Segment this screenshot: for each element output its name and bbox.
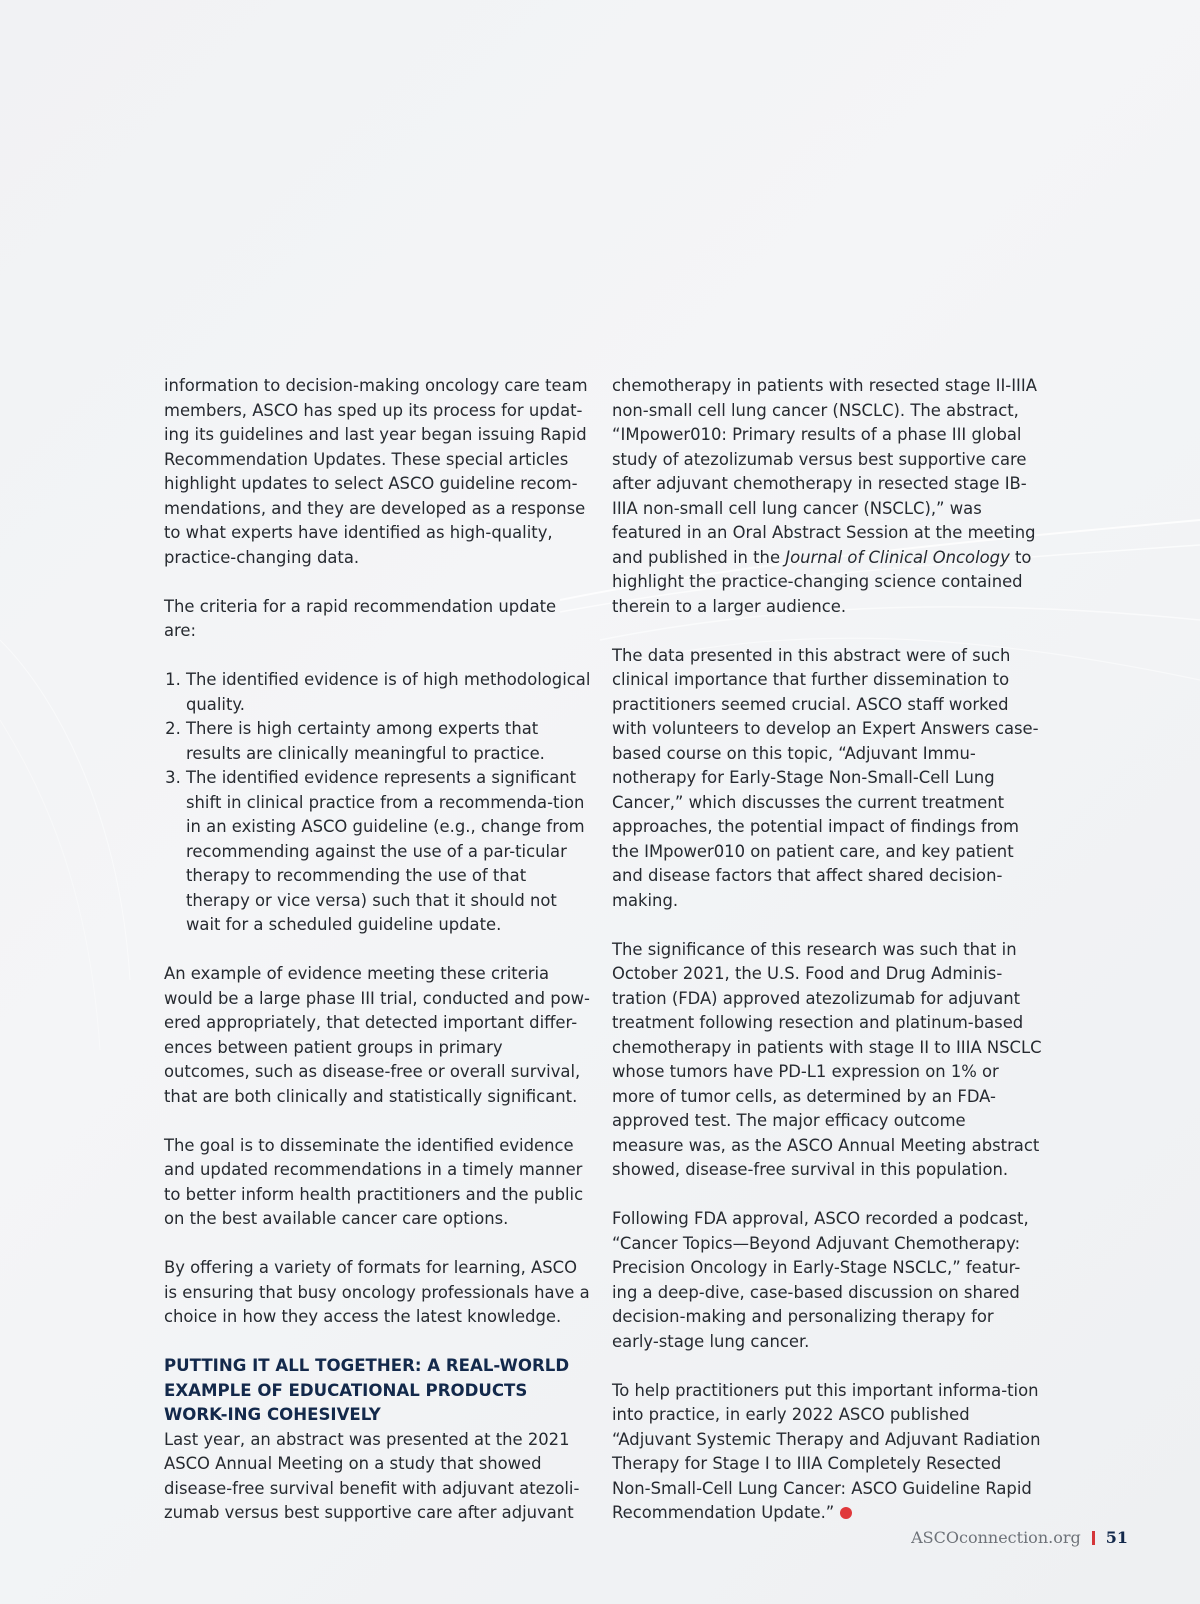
journal-title: Journal of Clinical Oncology [785, 547, 1010, 567]
right-p5-text: To help practitioners put this important informa-tion into practice, in early 2022 ASCO published “Adjuvant Systemic Therapy and Adjuvant Radiation Therapy for Stage I to IIIA Completely Resected Non-Small-Cell Lung Cancer: ASCO Guideline Rapid Recommendation Update.” [612, 1380, 1041, 1522]
left-paragraph-3: An example of evidence meeting these criteria would be a large phase III trial, conducted and pow-ered appropriately, that detected important differ-ences between patient groups in primary outcomes, such as disease-free or overall survival, that are both clinically and statistically significant. [164, 964, 590, 1106]
right-paragraph-5 [612, 1379, 1042, 1526]
left-paragraph-5: By offering a variety of formats for learning, ASCO is ensuring that busy oncology professionals have a choice in how they access the latest knowledge. [164, 1258, 590, 1326]
footer-divider [1092, 1531, 1095, 1545]
page-number: 51 [1105, 1528, 1128, 1547]
page-footer [911, 1528, 1128, 1547]
footer-site: ASCOconnection.org [911, 1528, 1081, 1547]
right-paragraph-2: The data presented in this abstract were of such clinical importance that further dissemination to practitioners seemed crucial. ASCO staff worked with volunteers to develop an Expert Answers case-based course on this topic, “Adjuvant Immu-notherapy for Early-Stage Non-Small-Cell Lung Cancer,” which discusses the current treatment approaches, the potential impact of findings from the IMpower010 on patient care, and key patient and disease factors that affect shared decision-making. [612, 645, 1039, 910]
list-item: 2. There is high certainty among experts that results are clinically meaningful to practice. [186, 717, 592, 766]
left-column [164, 374, 592, 1550]
right-column [612, 374, 1042, 1550]
list-item: 1. The identified evidence is of high methodological quality. [186, 668, 592, 717]
right-paragraph-4: Following FDA approval, ASCO recorded a podcast, “Cancer Topics—Beyond Adjuvant Chemotherapy: Precision Oncology in Early-Stage NSCLC,” featur-ing a deep-dive, case-based discussion on shared decision-making and personalizing therapy for early-stage lung cancer. [612, 1209, 1029, 1351]
right-p1-text-b: to highlight the practice-changing science contained therein to a larger audience. [612, 547, 1032, 616]
left-paragraph-6: Last year, an abstract was presented at the 2021 ASCO Annual Meeting on a study that showed disease-free survival benefit with adjuvant atezoli-zumab versus best supportive care after adjuvant [164, 1429, 580, 1522]
criteria-intro: The criteria for a rapid recommendation update are: [164, 596, 557, 640]
left-paragraph-1: information to decision-making oncology care team members, ASCO has sped up its process for updat-ing its guidelines and last year began issuing Rapid Recommendation Updates. These special articles highlight updates to select ASCO guideline recom-mendations, and they are developed as a response to what experts have identified as high-quality, practice-changing data. [164, 376, 588, 567]
left-paragraph-4: The goal is to disseminate the identified evidence and updated recommendations in a timely manner to better inform health practitioners and the public on the best available cancer care options. [164, 1135, 584, 1228]
right-paragraph-3: The significance of this research was such that in October 2021, the U.S. Food and Drug Adminis-tration (FDA) approved atezolizumab for adjuvant treatment following resection and platinum-based chemotherapy in patients with stage II to IIIA NSCLC whose tumors have PD-L1 expression on 1% or more of tumor cells, as determined by an FDA-approved test. The major efficacy outcome measure was, as the ASCO Annual Meeting abstract showed, disease-free survival in this population. [612, 939, 1042, 1179]
list-item: 3. The identified evidence represents a significant shift in clinical practice from a recommenda-tion in an existing ASCO guideline (e.g., change from recommending against the use of a par-ticular therapy to recommending the use of that therapy or vice versa) such that it should not wait for a scheduled guideline update. [186, 766, 592, 938]
right-p1-text-a: chemotherapy in patients with resected stage II-IIIA non-small cell lung cancer (NSCLC). The abstract, “IMpower010: Primary results of a phase III global study of atezolizumab versus best supportive care after adjuvant chemotherapy in resected stage IB-IIIA non-small cell lung cancer (NSCLC),” was featured in an Oral Abstract Session at the meeting and published in the [612, 376, 1037, 567]
end-mark-dot-icon [840, 1507, 852, 1519]
criteria-list [164, 668, 592, 938]
section-heading: PUTTING IT ALL TOGETHER: A REAL-WORLD EXAMPLE OF EDUCATIONAL PRODUCTS WORK-ING COHESIVELY [164, 1356, 570, 1424]
right-paragraph-1 [612, 374, 1042, 619]
